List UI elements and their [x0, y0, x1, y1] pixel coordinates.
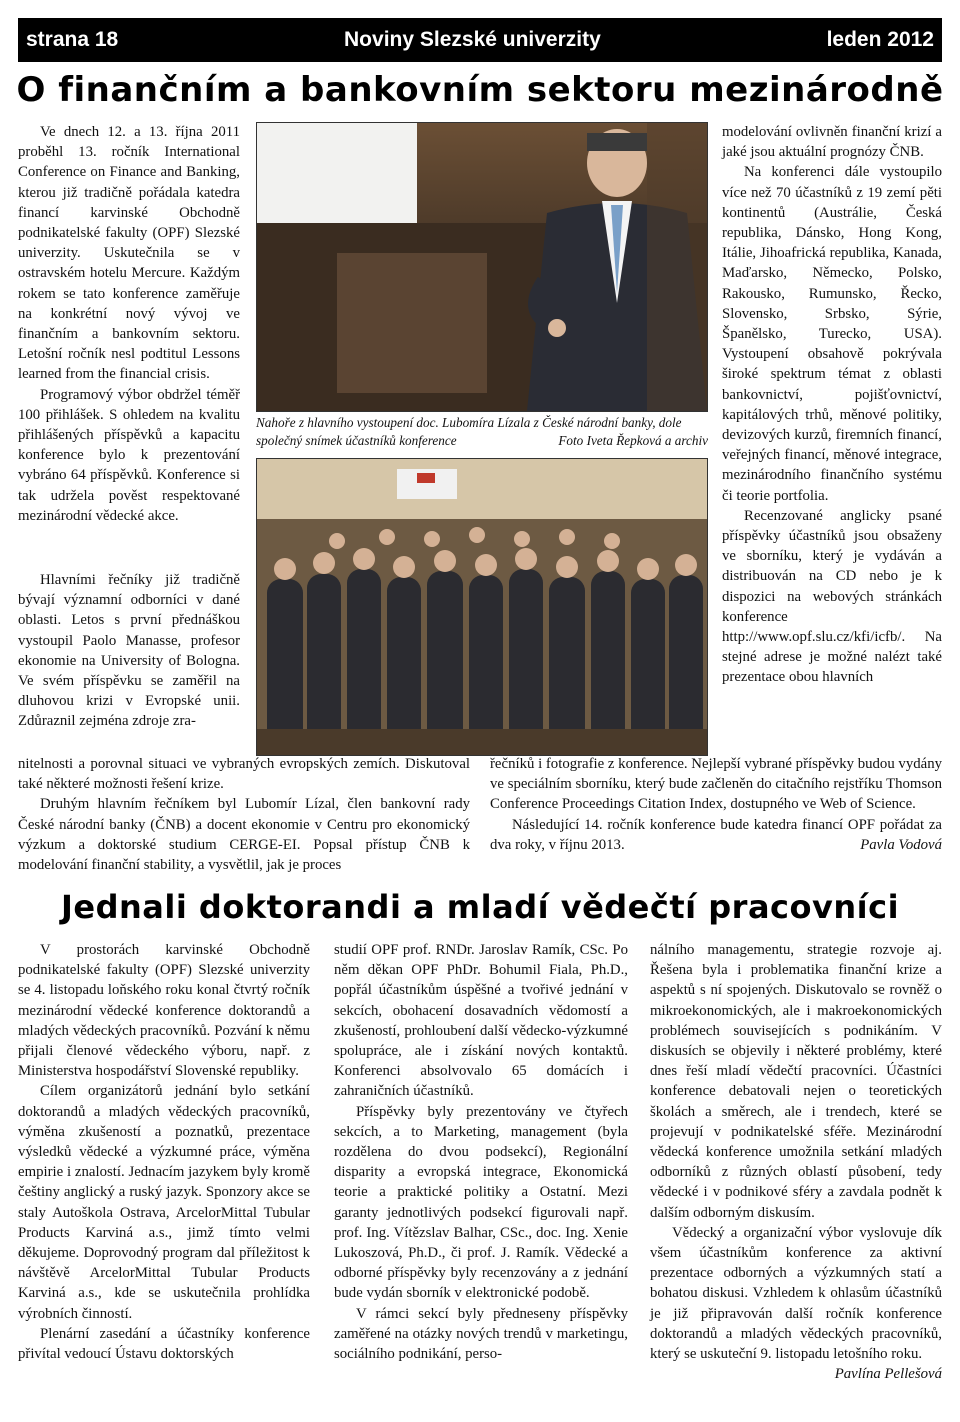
article2-column-1 [18, 940, 310, 1364]
article2-paragraph: Příspěvky byly prezentovány ve čtyřech sekcích, a to Marketing, management (byla rozdělena do dvou podsekcí), Regionální disparity a evropská integrace, Ekonomická teorie a praktické politiky a Ostatní. Mezi garanty jednotlivých podsekcí figurovali např. prof. Ing. Vítězslav Balhar, CSc., doc. Ing. Xenie Lukoszová, Ph.D., či prof. J. Ramík. Vědecké a odborné příspěvky byly recenzovány a z jednání bude vydán sborník v elektronické podobě. [334, 1103, 628, 1302]
closing-paragraph: Vědecký a organizační výbor vyslovuje dík všem účastníkům konference za aktivní prezentace odborných a výzkumných statí a bohatou diskusi. Vzhledem k ohlasům účastníků je již připravován další ročník konference doktorandů a mladých vědeckých pracovníků, který se uskuteční 9. listopadu letošního roku. [650, 1224, 942, 1363]
page-number: strana 18 [26, 28, 119, 51]
article2-paragraph: V prostorách karvinské Obchodně podnikatelské fakulty (OPF) Slezské univerzity se 4. listopadu loňského roku konal čtvrtý ročník mezinárodní vědecké konference doktorandů a mladých vědeckých pracovníků. Pozvání k němu přijali členové vědeckého výboru, např. z Ministerstva hospodářství Slovenské republiky. [18, 942, 310, 1080]
photo-credit: Foto Iveta Řepková a archiv [558, 433, 708, 448]
group-photo [256, 458, 708, 756]
closing-paragraph: Následující 14. ročník konference bude katedra financí OPF pořádat za dva roky, v říjnu 2013. [490, 816, 942, 853]
issue-date: leden 2012 [826, 28, 934, 51]
article2-paragraph: nálního managementu, strategie rozvoje aj. Řešena byla i problematika finanční krize a aspektů s ní spojených. Diskutovalo se rovněž o mikroekonomických, ale i makroekonomických problémech souvisejících s podnikáním. V diskusích se objevily i některé problémy, které dnes řeší mladí vědečtí pracovníci. Účastníci konference debatovali nejen o teoretických školách a směrech, ale i trendech, které se projevují v podnikatelské sféře. Mezinárodní vědecká konference umožnila setkání mladých odborníků z různých oblastí působení, tedy vědecké i v podnikové sféry a zavdala podnět k dalším odborným diskusím. [650, 942, 942, 1221]
article1-left-column-lower [18, 570, 240, 732]
article1-paragraph: modelování ovlivněn finanční krizí a jaké jsou aktuální prognózy ČNB. [722, 124, 942, 161]
article1-right-column [722, 122, 942, 688]
article1-bottom-right [490, 754, 942, 855]
publication-name: Noviny Slezské univerzity [344, 28, 601, 51]
author-signature: Pavlína Pellešová [834, 1366, 942, 1383]
article2-column-3 [650, 940, 942, 1384]
article1-bottom-left [18, 754, 470, 875]
speaker-illustration [257, 123, 707, 411]
photo-caption [256, 414, 708, 450]
group-illustration [257, 459, 707, 755]
article2-paragraph: V rámci sekcí byly předneseny příspěvky zaměřené na otázky nových trendů v marketingu, sociálního podnikání, perso- [334, 1305, 628, 1363]
article1-paragraph: Programový výbor obdržel téměř 100 přihlášek. S ohledem na kvalitu přihlášených příspěvků a kapacitu konference bylo k prezentování vybráno 64 příspěvků. Konference si tak udržela pověst respektované mezinárodní vědecké akce. [18, 386, 240, 524]
article1-title: O finančním a bankovním sektoru mezinárodně [16, 70, 944, 110]
article1-left-column [18, 122, 240, 526]
article2-paragraph [650, 1223, 942, 1383]
article1-paragraph: Druhým hlavním řečníkem byl Lubomír Lízal, člen bankovní rady České národní banky (ČNB) a docent ekonomie v Centru pro ekonomický výzkum a doktorské studium CERGE-EI. Popsal přístup ČNB k modelování finanční stability, a vysvětlil, jak je proces [18, 796, 470, 874]
article1-paragraph [490, 815, 942, 855]
author-signature: Pavla Vodová [860, 836, 942, 853]
article2-paragraph: Cílem organizátorů jednání bylo setkání doktorandů a mladých vědeckých pracovníků, výměna zkušeností a poznatků, prezentace výsledků vědecké a výzkumné práce, výměna empirie i znalostí. Jednacím jazykem byly kromě češtiny anglický a ruský jazyk. Sponzory akce se staly Autoškola Ostrava, ArcelorMittal Tubular Products Karviná a.s., jimž tímto velmi děkujeme. Doprovodný program dal příležitost k návštěvě ArcelorMittal Tubular Products Karviná a.s., kde se uskutečnila prohlídka výrobních činností. [18, 1083, 310, 1322]
article2-column-2 [334, 940, 628, 1364]
article1-paragraph: Recenzované anglicky psané příspěvky účastníků jsou obsaženy ve sborníku, který je vydáván a distribuován na CD nebo je k dispozici na webových stránkách konference http://www.opf.slu.cz/kfi/icfb/. Na stejné adrese je možné nalézt také prezentace obou hlavních [722, 507, 942, 686]
caption-text: Nahoře z hlavního vystoupení doc. Lubomíra Lízala z České národní banky, dole společný snímek účastníků konference [256, 415, 682, 448]
article1-paragraph: Na konferenci dále vystoupilo více než 70 účastníků z 19 zemí pěti kontinentů (Austrálie, Česká republika, Dánsko, Hong Kong, Itálie, Jihoafrická republika, Kanada, Maďarsko, Německo, Polsko, Rakousko, Rumunsko, Řecko, Slovensko, Srbsko, Sýrie, Španělsko, Turecko, USA). Vystoupení obsahově pokrývala široké spektrum témat z oblasti bankovnictví, pojišťovnictví, kapitálových trhů, měnové politiky, devizových kurzů, firemních financí, veřejných financí, měnové integrace, mezinárodního finančního systému či teorie portfolia. [722, 164, 942, 504]
article1-paragraph: Hlavními řečníky již tradičně bývají významní odborníci v dané oblasti. Letos s první přednáškou vystoupil Paolo Manasse, profesor ekonomie na University of Bologna. Ve svém příspěvku se zaměřil na dluhovou krizi v Evropské unii. Zdůraznil zejména zdroje zra- [18, 572, 240, 730]
article1-paragraph: řečníků i fotografie z konference. Nejlepší vybrané příspěvky budou vydány ve speciálním sborníku, který bude začleněn do citačního rejstříku Thomson Conference Proceedings Citation Index, dostupného ve Web of Science. [490, 756, 942, 813]
article1-paragraph: nitelnosti a porovnal situaci ve vybraných evropských zemích. Diskutoval také některé možnosti řešení krize. [18, 756, 470, 793]
article1-paragraph: Ve dnech 12. a 13. října 2011 proběhl 13. ročník International Conference on Finance and Banking, kterou již tradičně pořádala katedra financí karvinské Obchodně podnikatelské fakulty (OPF) Slezské univerzity. Uskutečnila se v ostravském hotelu Mercure. Každým rokem se tato konference zaměřuje na konkrétní nový vývoj ve finančním a bankovním sektoru. Letošní ročník nesl podtitul Lessons learned from the financial crisis. [18, 124, 240, 383]
speaker-photo [256, 122, 708, 412]
article2-title: Jednali doktorandi a mladí vědečtí pracovníci [60, 888, 900, 926]
article2-paragraph: studií OPF prof. RNDr. Jaroslav Ramík, CSc. Po něm děkan OPF PhDr. Bohumil Fiala, Ph.D., popřál účastníkům úspěšné a tvořivé jednání v sekcích, obohacení dosavadních vědomostí a zkušeností, prohloubení další vědecko-výzkumné spolupráce, ale i získání nových kontaktů. Konferenci absolvovalo 65 domácích i zahraničních účastníků. [334, 942, 628, 1100]
page-header [18, 18, 942, 62]
article2-paragraph: Plenární zasedání a účastníky konference přivítal vedoucí Ústavu doktorských [18, 1325, 310, 1363]
